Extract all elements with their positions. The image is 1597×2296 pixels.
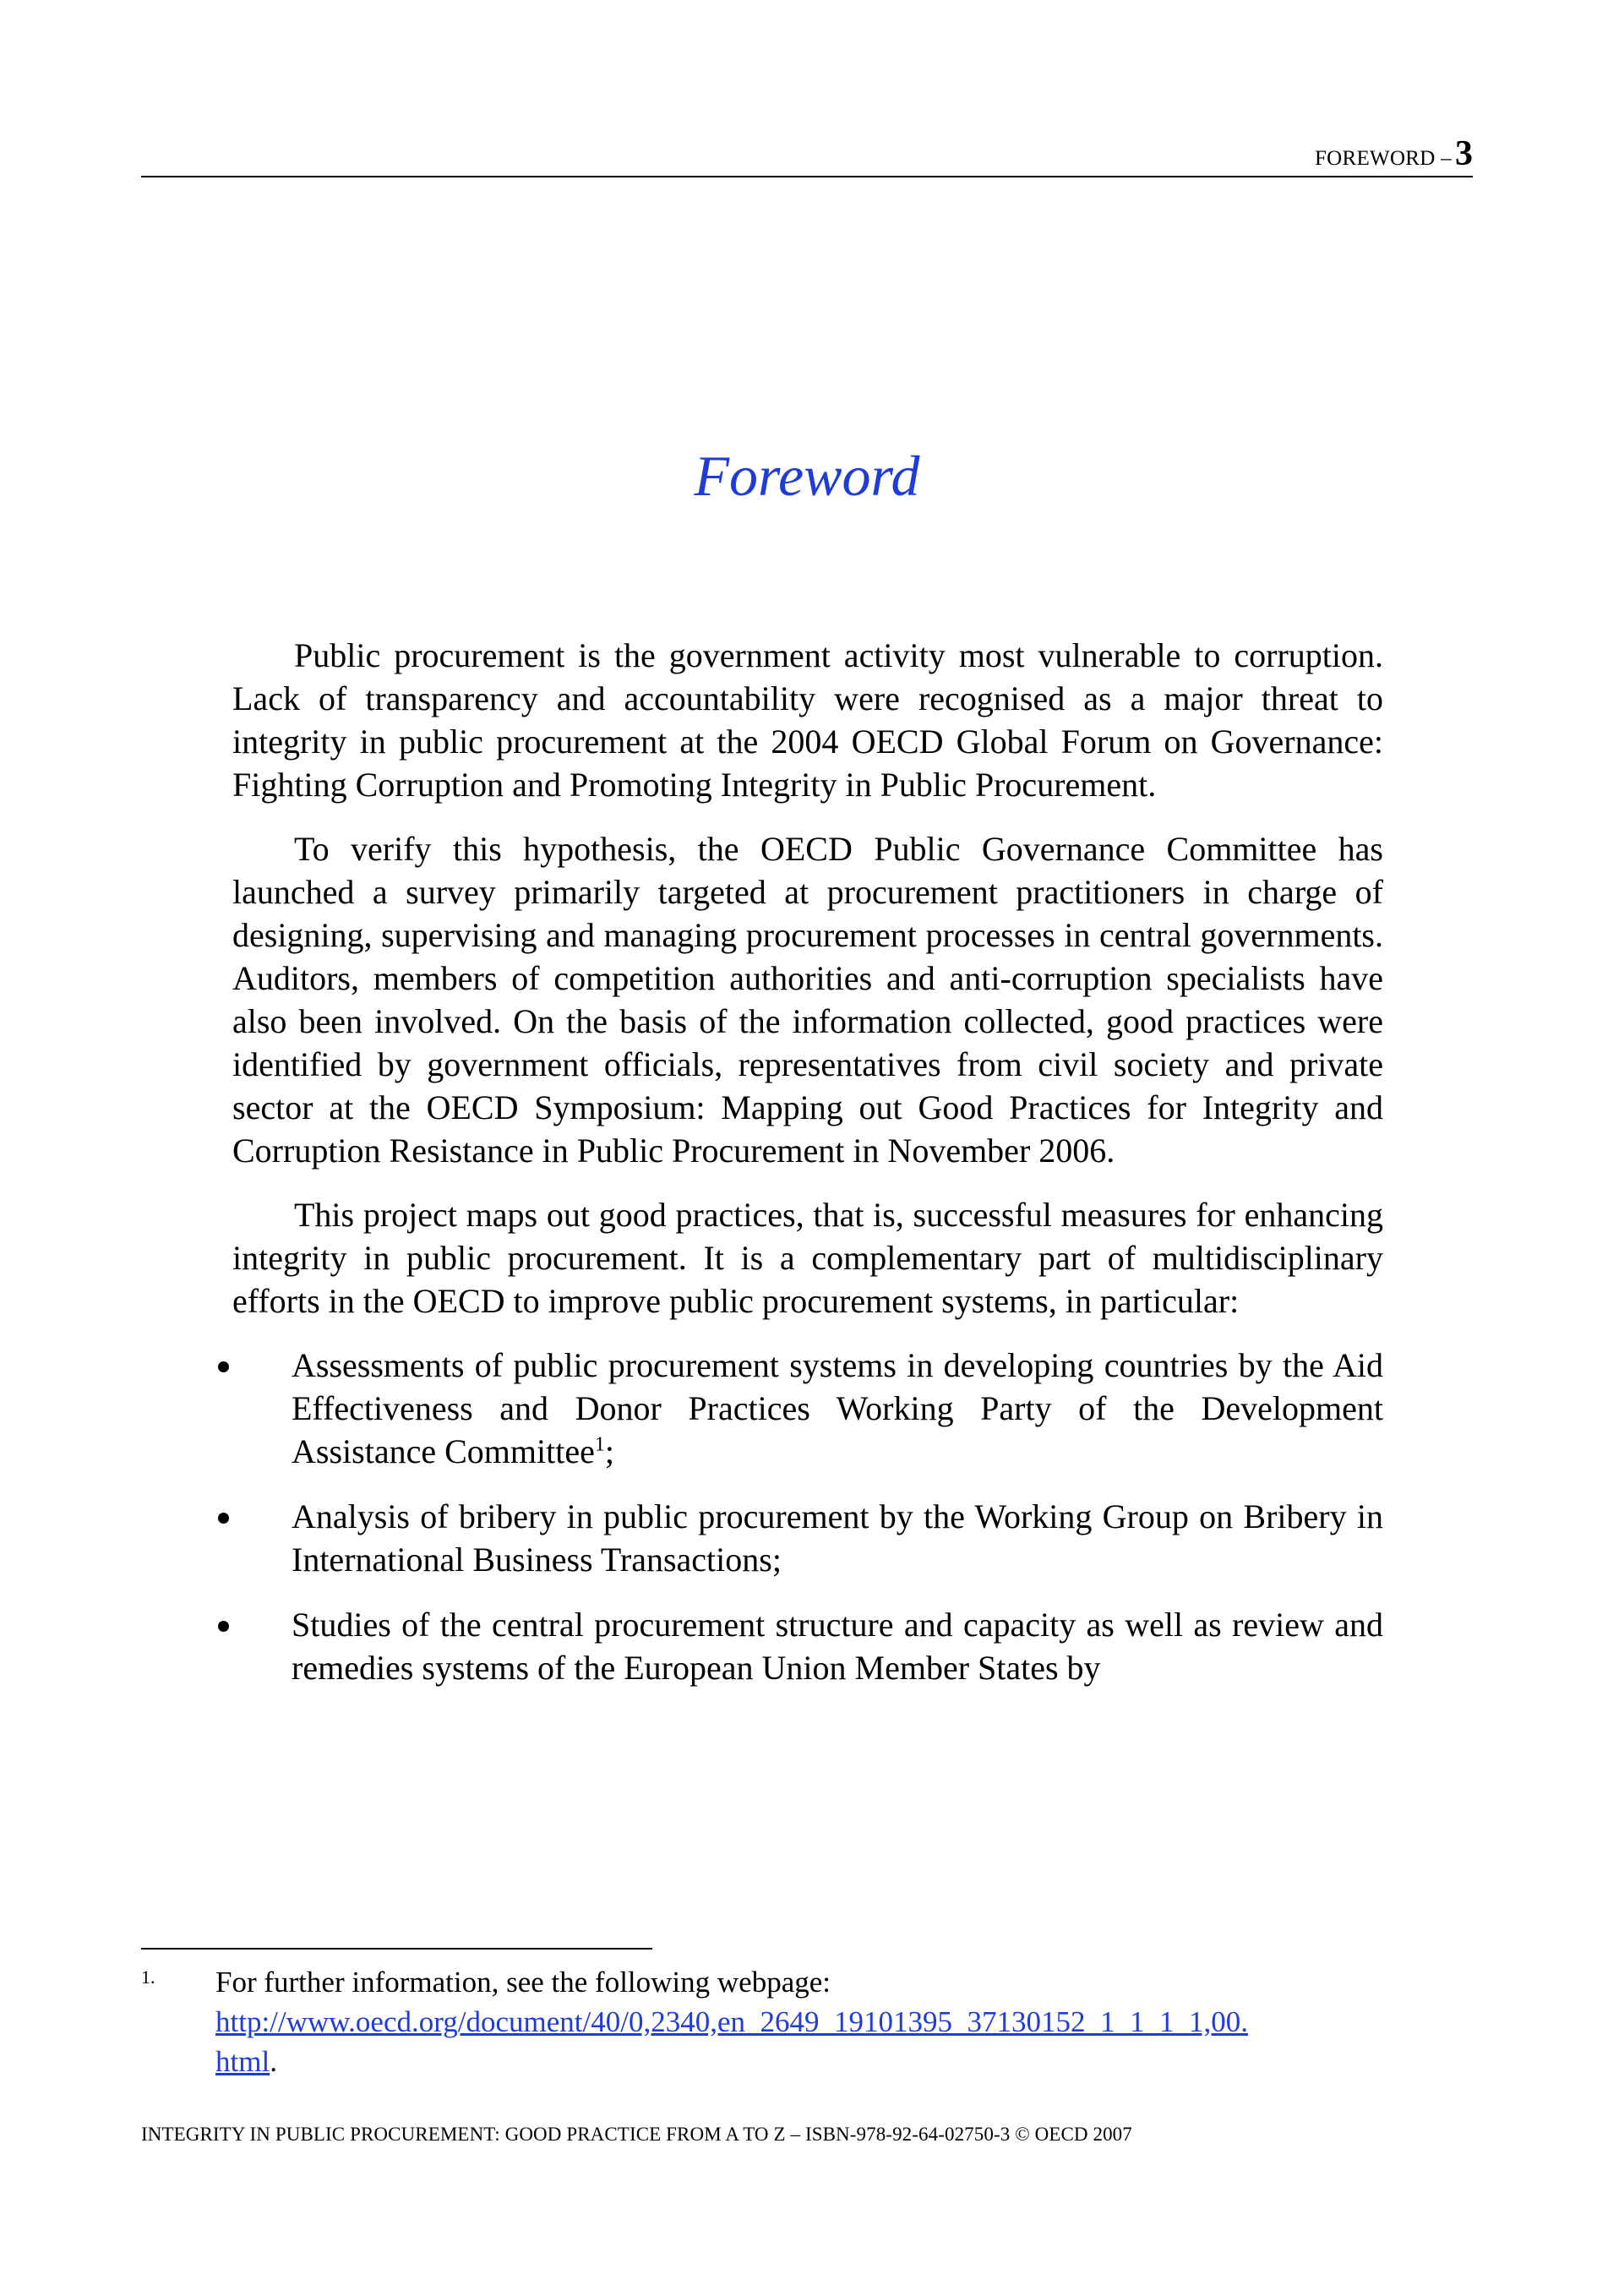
footnote-body — [215, 1962, 1383, 2081]
footnote-number: 1. — [141, 1966, 155, 1988]
footnote-link[interactable]: http://www.oecd.org/document/40/0,2340,en_2649_19101395_37130152_1_1_1_1,00. — [215, 2005, 1248, 2038]
bullet-list — [232, 1344, 1383, 1689]
header-section-label: FOREWORD – — [1314, 147, 1452, 170]
footnote-link-line — [215, 2042, 1383, 2081]
header-page-number: 3 — [1455, 134, 1473, 173]
bullet-item — [232, 1495, 1383, 1581]
body-text — [232, 634, 1383, 1711]
header-rule — [141, 176, 1473, 177]
footnote-trail: . — [270, 2045, 277, 2078]
bullet-text: Studies of the central procurement structure and capacity as well as review and remedies systems of the European Union Member States by — [292, 1606, 1383, 1687]
running-footer: INTEGRITY IN PUBLIC PROCUREMENT: GOOD PRACTICE FROM A TO Z – ISBN-978-92-64-02750-3 © OECD 2007 — [141, 2124, 1132, 2145]
running-header — [141, 134, 1473, 176]
paragraph: To verify this hypothesis, the OECD Public Governance Committee has launched a survey primarily targeted at procurement practitioners in charge of designing, supervising and managing procurement processes in central governments. Auditors, members of competition authorities and anti-corruption specialists have also been involved. On the basis of the information collected, good practices were identified by government officials, representatives from civil society and private sector at the OECD Symposium: Mapping out Good Practices for Integrity and Corruption Resistance in Public Procurement in November 2006. — [232, 830, 1383, 1170]
bullet-text: Assessments of public procurement systems in developing countries by the Aid Effectiveness and Donor Practices Working Party of the Development Assistance Committee — [292, 1346, 1383, 1470]
footnote-reference[interactable]: 1 — [594, 1433, 605, 1456]
footnote — [141, 1962, 1383, 2081]
bullet-icon — [218, 1513, 229, 1524]
footnote-rule — [141, 1948, 652, 1950]
bullet-text: Analysis of bribery in public procurement by the Working Group on Bribery in International Business Transactions; — [292, 1497, 1383, 1579]
footnote-text: For further information, see the following webpage: — [215, 1966, 831, 1999]
bullet-item — [232, 1344, 1383, 1473]
bullet-item — [232, 1603, 1383, 1689]
bullet-trail: ; — [604, 1432, 614, 1470]
paragraph: This project maps out good practices, that is, successful measures for enhancing integrity in public procurement. It is a complementary part of multidisciplinary efforts in the OECD to improve public procurement systems, in particular: — [232, 1196, 1383, 1320]
paragraph: Public procurement is the government activity most vulnerable to corruption. Lack of transparency and accountability were recognised as a major threat to integrity in public procurement at the 2004 OECD Global Forum on Governance: Fighting Corruption and Promoting Integrity in Public Procurement. — [232, 636, 1383, 804]
bullet-icon — [218, 1361, 229, 1372]
footnote-link-end[interactable]: html — [215, 2045, 270, 2078]
footnote-link-line — [215, 2002, 1383, 2042]
bullet-icon — [218, 1621, 229, 1632]
chapter-title: Foreword — [694, 444, 920, 508]
